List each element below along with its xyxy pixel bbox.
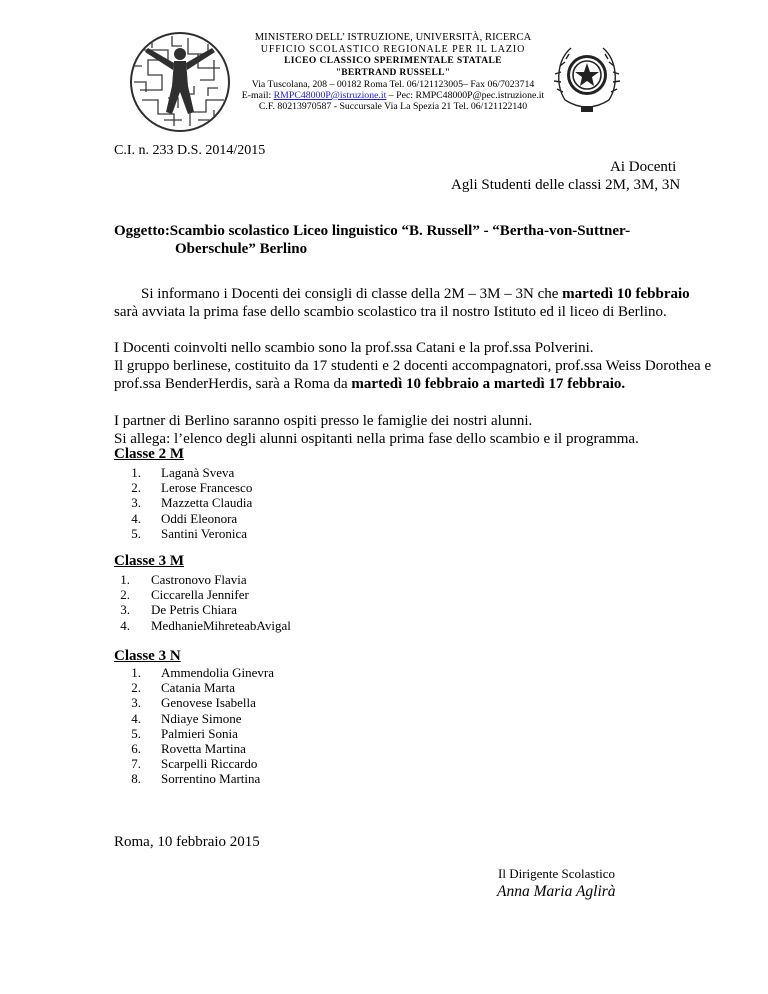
school-name: "BERTRAND RUSSELL" xyxy=(335,68,451,78)
student-name: Ammendolia Ginevra xyxy=(161,665,274,680)
student-name: Sorrentino Martina xyxy=(161,771,261,787)
student-name: Palmieri Sonia xyxy=(161,725,238,741)
ministry-name: MINISTERO DELL’ ISTRUZIONE, UNIVERSITÀ, RICERCA xyxy=(254,32,532,43)
regional-office: UFFICIO SCOLASTICO REGIONALE PER IL LAZIO xyxy=(260,44,526,55)
class-3n-title: Classe 3 N xyxy=(114,648,181,664)
student-list-item xyxy=(127,495,252,510)
student-name: De Petris Chiara xyxy=(151,602,237,618)
email-link[interactable]: RMPC48000P@istruzione.it xyxy=(273,90,387,101)
recipient-teachers: Ai Docenti xyxy=(610,159,677,175)
italian-emblem-icon xyxy=(551,40,623,116)
subject-line: Oggetto:Scambio scolastico Liceo linguistico “B. Russell” - “Bertha-von-Suttner- xyxy=(114,223,631,239)
school-contacts xyxy=(218,90,568,101)
student-name: Mazzetta Claudia xyxy=(161,495,253,511)
circular-number: C.I. n. 233 D.S. 2014/2015 xyxy=(114,143,266,158)
student-list-item xyxy=(116,618,291,633)
announcement-text: Si informano i Docenti dei consigli di classe della 2M – 3M – 3N che xyxy=(141,286,563,302)
student-name: Ndiaye Simone xyxy=(161,710,242,726)
student-name: Rovetta Martina xyxy=(161,741,246,757)
student-number: 2. xyxy=(131,680,141,696)
student-name: Santini Veronica xyxy=(161,525,248,541)
class-2m-title: Classe 2 M xyxy=(114,446,184,462)
student-list-item xyxy=(127,511,252,526)
student-list-item xyxy=(127,665,274,680)
student-list-item xyxy=(127,756,274,771)
stay-dates: martedì 10 febbraio a martedì 17 febbraio. xyxy=(351,376,626,393)
student-list-item xyxy=(116,572,291,587)
signatory-name: Anna Maria Aglirà xyxy=(497,883,616,900)
student-number: 8. xyxy=(131,771,141,787)
student-list-item xyxy=(127,741,274,756)
student-number: 1. xyxy=(131,465,141,480)
signatory-role: Il Dirigente Scolastico xyxy=(498,866,615,881)
student-name: Lerose Francesco xyxy=(161,480,253,496)
student-number: 1. xyxy=(131,665,141,680)
start-date: martedì 10 febbraio xyxy=(562,286,690,302)
student-name: Laganà Sveva xyxy=(161,465,235,480)
student-list-item xyxy=(127,771,274,786)
announcement-paragraph xyxy=(114,285,714,321)
class-3n-student-list xyxy=(127,665,274,787)
student-list-item xyxy=(127,695,274,710)
student-name: Genovese Isabella xyxy=(161,695,256,711)
berlin-group-paragraph xyxy=(114,357,714,393)
student-number: 6. xyxy=(131,741,141,757)
student-number: 5. xyxy=(131,525,141,541)
student-name: Scarpelli Riccardo xyxy=(161,756,258,772)
student-number: 3. xyxy=(120,602,130,618)
student-list-item xyxy=(127,711,274,726)
berlin-group-text: Il gruppo berlinese, costituito da 17 studenti e 2 docenti accompagnatori, prof.ssa Weiss Dorothea e prof.ssa BenderHerdis, sarà a Roma da xyxy=(114,358,712,393)
class-2m-student-list xyxy=(127,465,252,541)
student-number: 1. xyxy=(120,572,130,587)
student-number: 3. xyxy=(131,695,141,711)
school-logo-icon xyxy=(128,30,232,134)
student-number: 2. xyxy=(131,480,141,496)
attachments-note: Si allega: l’elenco degli alunni ospitanti nella prima fase dello scambio e il programma. xyxy=(114,431,639,447)
teachers-involved: I Docenti coinvolti nello scambio sono la prof.ssa Catani e la prof.ssa Polverini. xyxy=(114,340,594,356)
student-name: Ciccarella Jennifer xyxy=(151,587,249,603)
student-name: MedhanieMihreteabAvigal xyxy=(151,617,291,633)
student-number: 3. xyxy=(131,495,141,511)
pec-text: – Pec: RMPC48000P@pec.istruzione.it xyxy=(386,90,545,101)
student-list-item xyxy=(127,465,252,480)
announcement-text-end: sarà avviata la prima fase dello scambio scolastico tra il nostro Istituto ed il liceo di Berlino. xyxy=(114,304,667,321)
school-address: Via Tuscolana, 208 – 00182 Roma Tel. 06/121123005– Fax 06/7023714 xyxy=(251,79,535,90)
student-number: 4. xyxy=(120,617,130,633)
subject-line-continued: Oberschule” Berlino xyxy=(175,241,308,257)
student-name: Oddi Eleonora xyxy=(161,510,238,526)
place-and-date: Roma, 10 febbraio 2015 xyxy=(114,834,260,850)
email-prefix: E-mail: xyxy=(241,90,274,101)
class-3m-title: Classe 3 M xyxy=(114,553,184,569)
class-3m-student-list xyxy=(116,572,291,633)
student-list-item xyxy=(127,680,274,695)
student-name: Catania Marta xyxy=(161,680,235,696)
recipient-students: Agli Studenti delle classi 2M, 3M, 3N xyxy=(451,177,681,193)
school-fiscal-code: C.F. 80213970587 - Succursale Via La Spezia 21 Tel. 06/121122140 xyxy=(258,101,528,112)
school-type: LICEO CLASSICO SPERIMENTALE STATALE xyxy=(284,56,502,66)
student-number: 5. xyxy=(131,725,141,741)
student-number: 4. xyxy=(131,510,141,526)
student-number: 4. xyxy=(131,710,141,726)
student-name: Castronovo Flavia xyxy=(151,572,247,587)
student-list-item xyxy=(127,726,274,741)
student-list-item xyxy=(116,602,291,617)
student-number: 2. xyxy=(120,587,130,603)
student-list-item xyxy=(127,526,252,541)
student-list-item xyxy=(116,587,291,602)
student-list-item xyxy=(127,480,252,495)
hosting-note: I partner di Berlino saranno ospiti presso le famiglie dei nostri alunni. xyxy=(114,413,533,429)
student-number: 7. xyxy=(131,756,141,772)
